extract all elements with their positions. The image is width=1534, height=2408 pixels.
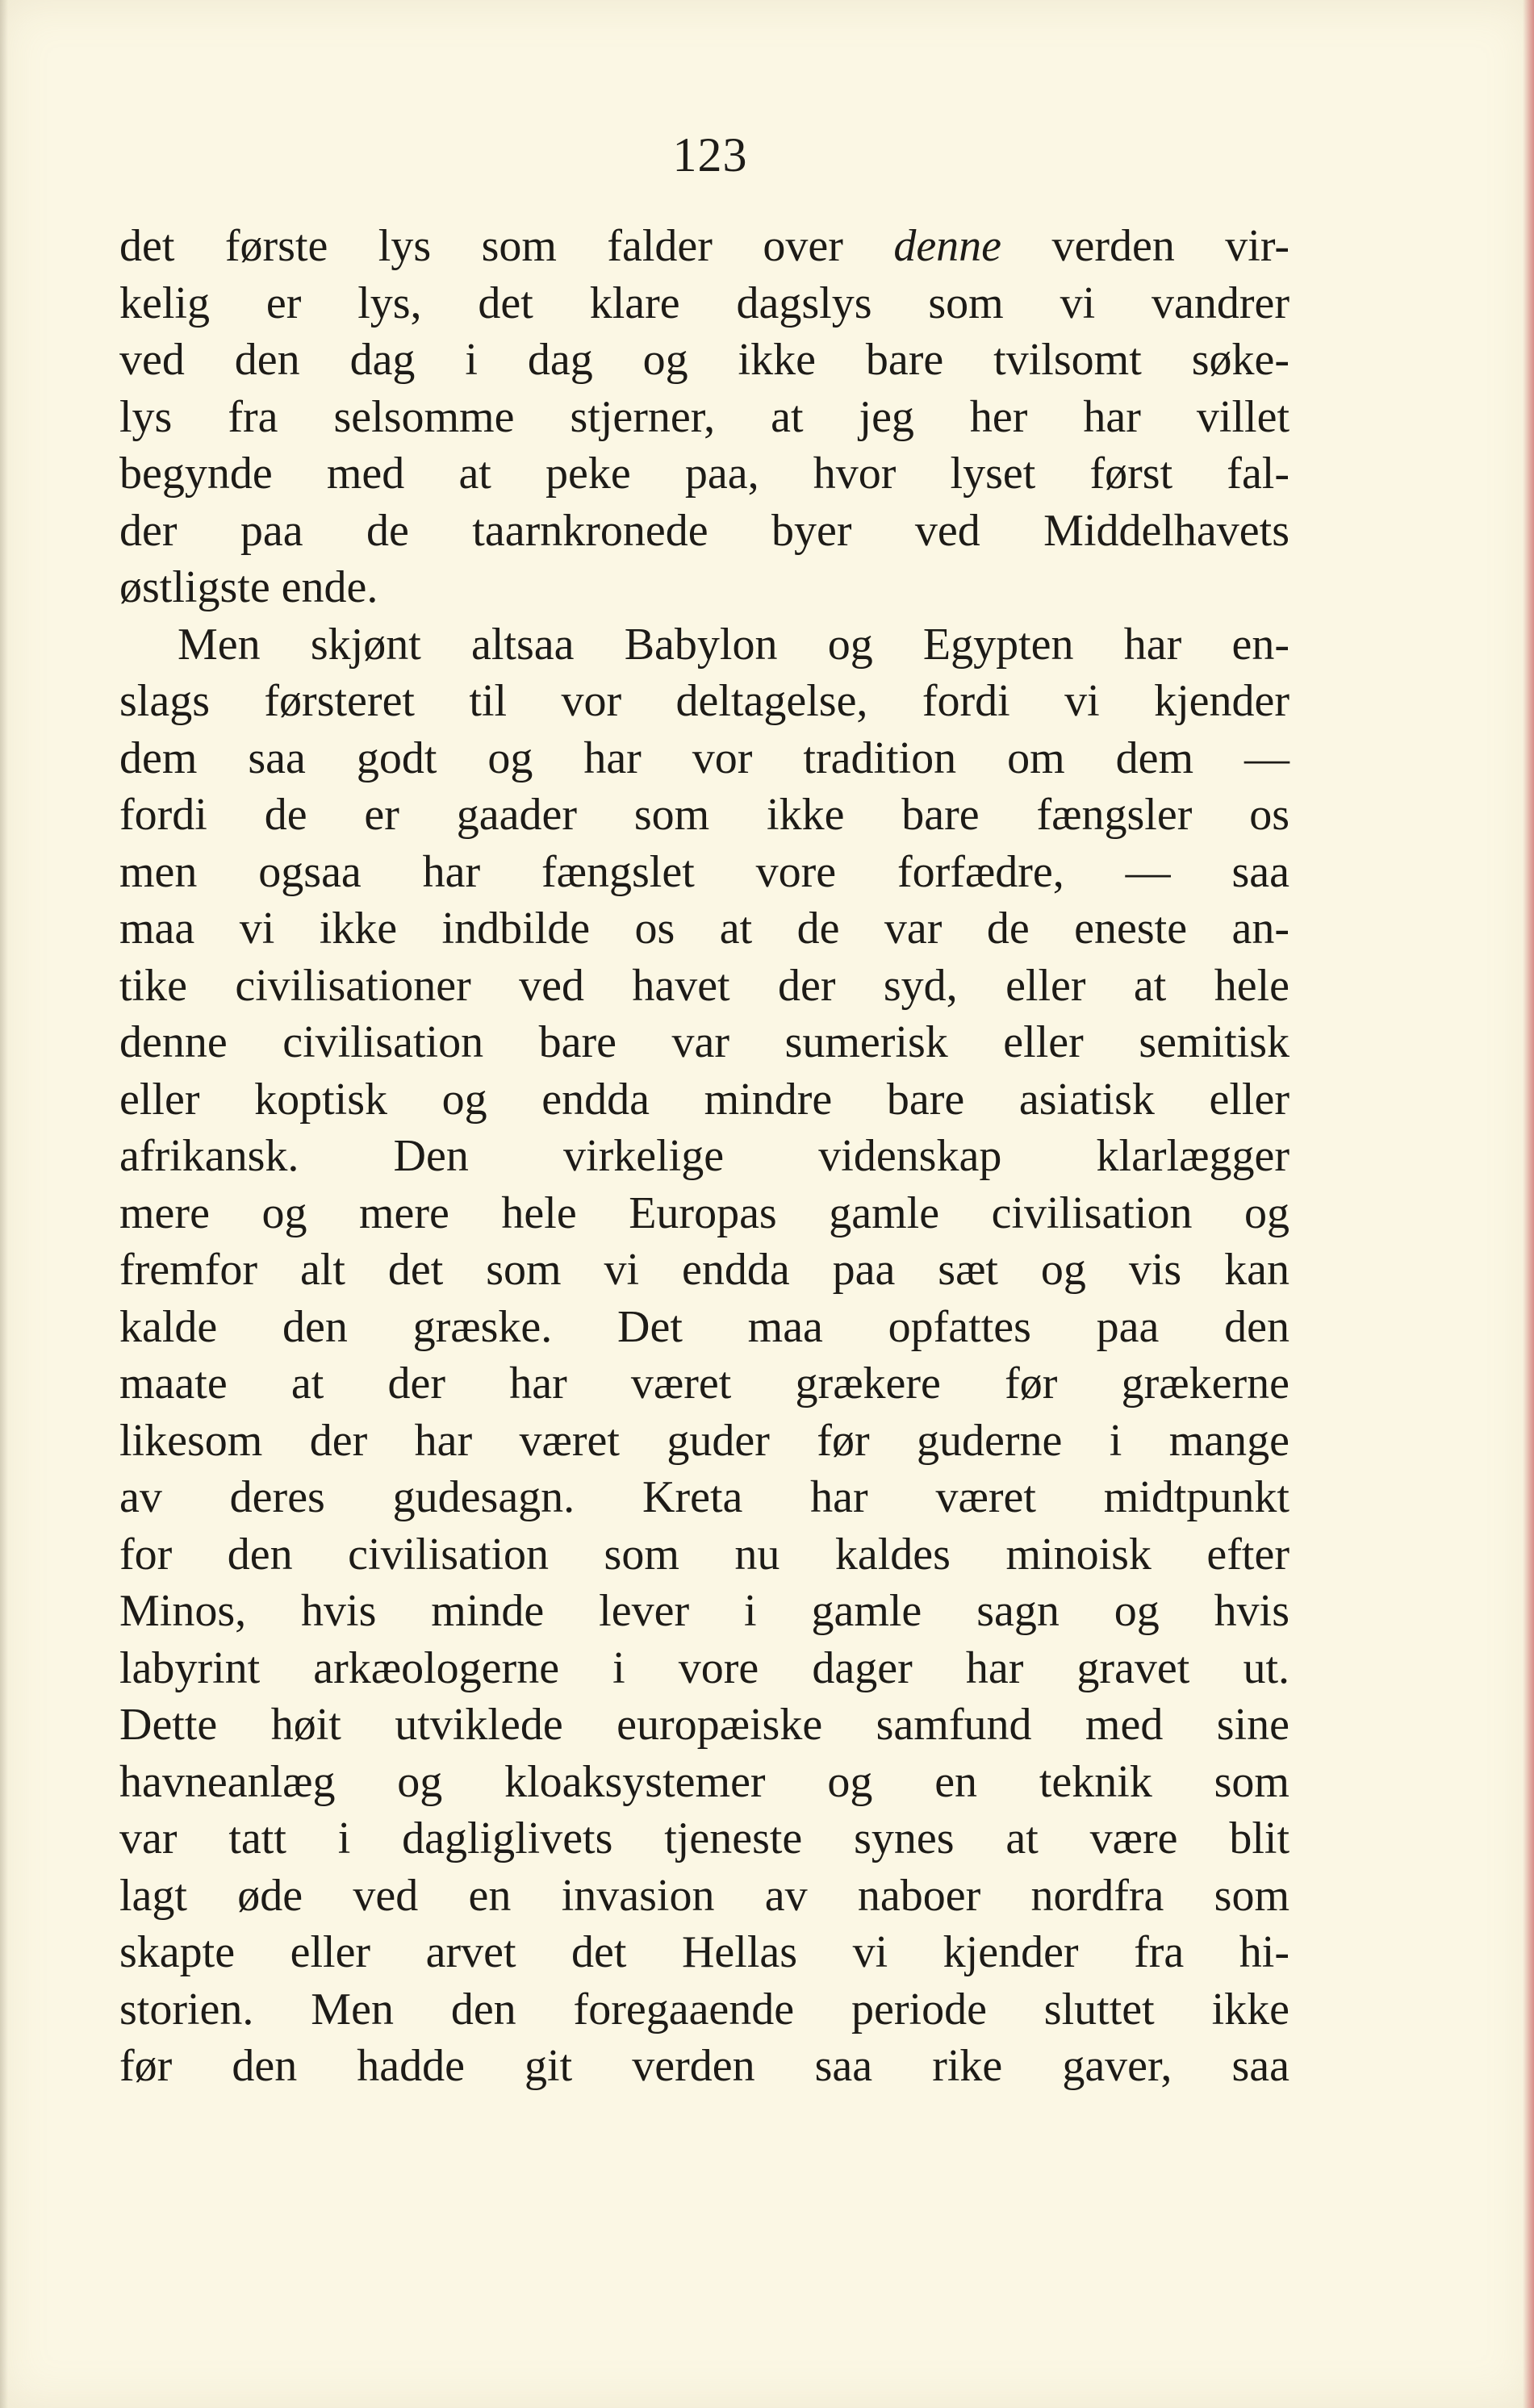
text-line-5: begynde med at peke paa, hvor lyset først fal- (119, 449, 1289, 499)
text-line-13: maa vi ikke indbilde os at de var de eneste an- (119, 904, 1289, 954)
text-line-19: fremfor alt det som vi endda paa sæt og vis kan (119, 1245, 1289, 1295)
text-line-7: østligste ende. (119, 562, 378, 612)
text-line-8: Men skjønt altsaa Babylon og Egypten har en- (178, 619, 1289, 670)
text-line-21: maate at der har været grækere før grækerne (119, 1358, 1289, 1408)
text-line-11: fordi de er gaader som ikke bare fængsler os (119, 790, 1289, 840)
text-line-12: men ogsaa har fængslet vore forfædre, — saa (119, 846, 1289, 897)
page-number: 123 (672, 128, 748, 182)
text-line-24: for den civilisation som nu kaldes minoisk efter (119, 1529, 1289, 1580)
text-line-3: ved den dag i dag og ikke bare tvilsomt søke- (119, 335, 1289, 385)
text-line-10: dem saa godt og har vor tradition om dem — (119, 732, 1289, 783)
text-line-28: havneanlæg og kloaksystemer og en teknik som (119, 1756, 1289, 1807)
text-line-16: eller koptisk og endda mindre bare asiatisk eller (119, 1074, 1289, 1125)
text-line-33: før den hadde git verden saa rike gaver, saa (119, 2041, 1289, 2091)
page-left-edge (0, 0, 8, 2408)
text-line-6: der paa de taarnkronede byer ved Middelhavets (119, 505, 1289, 556)
text-line-23: av deres gudesagn. Kreta har været midtpunkt (119, 1472, 1289, 1522)
page-right-edge (1523, 0, 1534, 2408)
text-line-32: storien. Men den foregaaende periode sluttet ikke (119, 1984, 1289, 2034)
text-line-31: skapte eller arvet det Hellas vi kjender fra hi- (119, 1927, 1289, 1977)
body-text (119, 218, 1289, 2095)
text-line-25: Minos, hvis minde lever i gamle sagn og hvis (119, 1586, 1289, 1636)
text-line-1 (119, 218, 1289, 275)
text-line-14: tike civilisationer ved havet der syd, eller at hele (119, 960, 1289, 1011)
text-line-30: lagt øde ved en invasion av naboer nordfra som (119, 1870, 1289, 1921)
text-line-15: denne civilisation bare var sumerisk eller semitisk (119, 1017, 1289, 1067)
text-line-1-end: verden vir- (1001, 221, 1289, 271)
text-line-9: slags førsteret til vor deltagelse, fordi vi kjender (119, 676, 1289, 726)
text-line-29: var tatt i dagliglivets tjeneste synes at være blit (119, 1813, 1289, 1863)
text-line-1-start: det første lys som falder over (119, 221, 894, 271)
emphasized-word: denne (893, 221, 1002, 271)
text-line-4: lys fra selsomme stjerner, at jeg her har villet (119, 391, 1289, 442)
text-line-22: likesom der har været guder før guderne i mange (119, 1415, 1289, 1466)
text-line-20: kalde den græske. Det maa opfattes paa den (119, 1301, 1289, 1352)
text-line-26: labyrint arkæologerne i vore dager har gravet ut. (119, 1642, 1289, 1693)
text-line-27: Dette høit utviklede europæiske samfund med sine (119, 1700, 1289, 1750)
text-line-17: afrikansk. Den virkelige videnskap klarlægger (119, 1131, 1289, 1181)
text-line-18: mere og mere hele Europas gamle civilisation og (119, 1187, 1289, 1238)
text-line-2: kelig er lys, det klare dagslys som vi vandrer (119, 278, 1289, 328)
